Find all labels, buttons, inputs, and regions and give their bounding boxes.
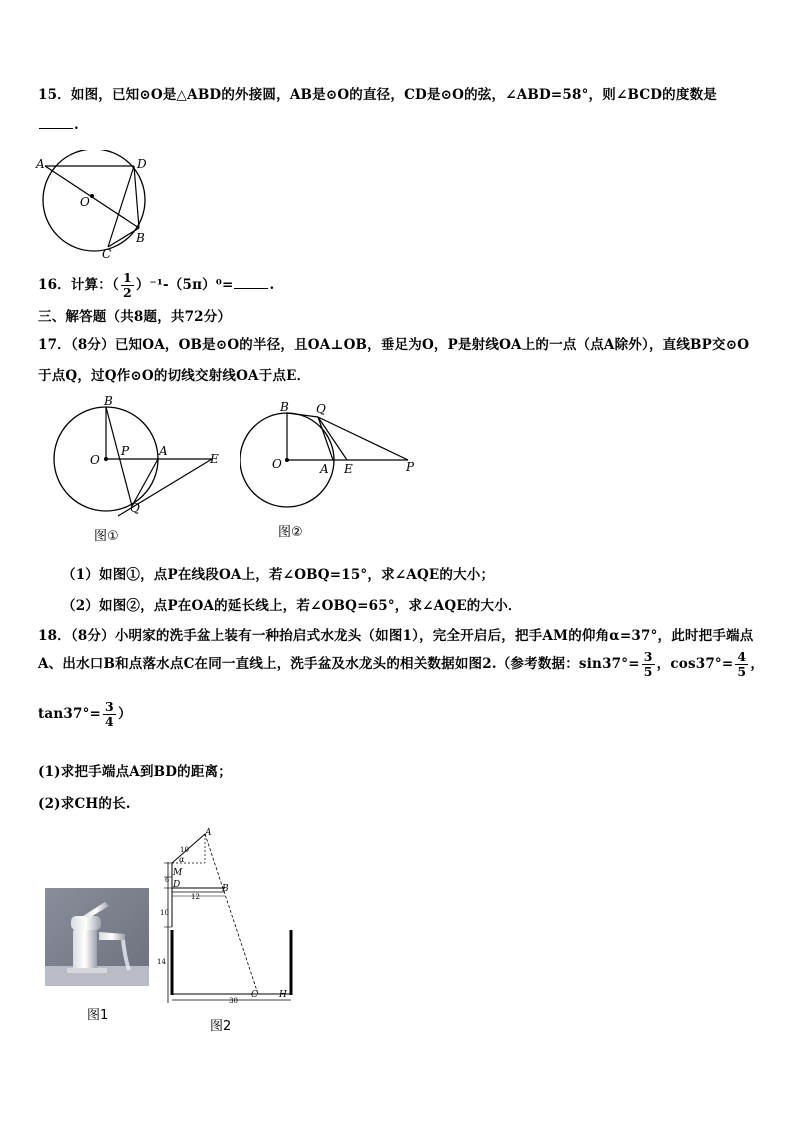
q17-part2: （2）如图②，点P在OA的延长线上，若∠OBQ=65°，求∠AQE的大小． — [62, 598, 522, 614]
label-O: O — [272, 457, 282, 471]
q15-line1: 15．如图，已知⊙O是△ABD的外接圆，AB是⊙O的直径，CD是⊙O的弦，∠ABD=58°，则∠BCD的度数是 — [38, 87, 717, 103]
q16-prefix: 16．计算：（ — [38, 277, 119, 293]
q17-part1: （1）如图①，点P在线段OA上，若∠OBQ=15°，求∠AQE的大小； — [62, 567, 495, 583]
dim-md: 6 — [165, 876, 170, 884]
q16-fraction: $\frac{1}{2}$ — [122, 270, 132, 300]
q17-fig2-caption: 图② — [278, 525, 303, 540]
q17-figure2 — [240, 393, 425, 513]
q17-fig1-caption: 图① — [94, 529, 119, 544]
answer-blank — [39, 117, 73, 129]
q15-end: . — [74, 117, 79, 133]
label-M: M — [173, 868, 183, 878]
label-A: A — [205, 828, 212, 838]
section-title: 三、解答题（共8题，共72分） — [38, 309, 232, 325]
answer-blank — [234, 277, 268, 289]
q17-line2: 于点Q，过Q作⊙O的切线交射线OA于点E． — [38, 368, 311, 384]
label-A: A — [320, 462, 329, 476]
label-C: C — [102, 247, 112, 260]
label-E: E — [210, 452, 219, 466]
label-alpha: α — [179, 855, 185, 864]
q15-figure — [34, 150, 159, 260]
label-D: D — [173, 880, 181, 890]
label-D: D — [137, 157, 147, 171]
q17-line1: 17．（8分）已知OA，OB是⊙O的半径，且OA⊥OB，垂足为O，P是射线OA上的一点（点A除外），直线BP交⊙O — [38, 337, 750, 353]
q18-part1: (1)求把手端点A到BD的距离； — [38, 764, 232, 780]
q18-fig2-caption: 图2 — [210, 1019, 232, 1034]
label-Q: Q — [130, 501, 140, 515]
dim-am: 10 — [180, 846, 189, 854]
q17-figure1 — [50, 393, 235, 523]
faucet-photo — [45, 888, 149, 986]
label-P: P — [406, 460, 415, 474]
sin-fraction: $\frac{3}{5}$ — [643, 649, 653, 679]
dim-basin: 14 — [157, 958, 166, 966]
q18-part2: (2)求CH的长. — [38, 796, 131, 812]
q18-line3: tan37°= $\frac{3}{4}$ ） — [38, 699, 132, 729]
q18-figure2 — [155, 827, 300, 1012]
label-H: H — [279, 990, 287, 1000]
q16-line — [38, 271, 274, 300]
cos-fraction: $\frac{4}{5}$ — [737, 649, 747, 679]
q16-middle: ）⁻¹-（5π）⁰= — [135, 277, 234, 293]
label-A: A — [159, 444, 168, 458]
label-B: B — [136, 231, 145, 245]
label-B: B — [280, 400, 289, 414]
label-E: E — [344, 462, 353, 476]
tan-fraction: $\frac{3}{4}$ — [105, 699, 114, 729]
label-B: B — [222, 884, 229, 894]
q18-fig1-caption: 图1 — [87, 1008, 109, 1023]
label-P: P — [121, 444, 130, 458]
label-B: B — [104, 394, 113, 408]
label-A: A — [36, 157, 45, 171]
dim-bottom: 30 — [229, 997, 238, 1005]
dim-vert: 10 — [160, 909, 169, 917]
q18-line2: A、出水口B和点落水点C在同一直线上，洗手盆及水龙头的相关数据如图2.（参考数据：sin37°= $\frac{3}{5}$ ，cos37°= $\frac{4}{5}$ ， — [38, 649, 765, 679]
dim-db: 12 — [191, 893, 200, 901]
q18-line1: 18．（8分）小明家的洗手盆上装有一种抬启式水龙头（如图1），完全开启后，把手AM的仰角α=37°，此时把手端点 — [38, 628, 754, 644]
label-C: C — [251, 990, 258, 1000]
label-Q: Q — [316, 402, 326, 416]
label-O: O — [90, 453, 100, 467]
q16-end: . — [269, 277, 275, 293]
q15-line2 — [38, 117, 79, 133]
label-O: O — [80, 195, 90, 209]
